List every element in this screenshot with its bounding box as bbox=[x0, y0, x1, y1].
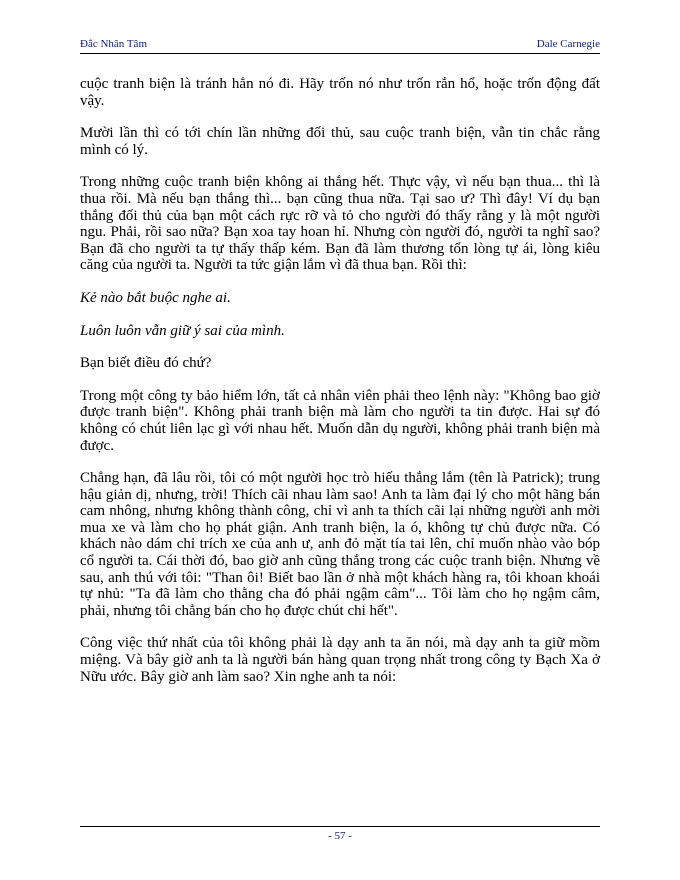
footer-rule bbox=[80, 826, 600, 827]
paragraph: Trong những cuộc tranh biện không ai thắng hết. Thực vậy, vì nếu bạn thua... thì là thua rồi. Mà nếu bạn thắng thì... bạn cũng thua nữa. Tại sao ư? Thì đây! Ví dụ bạn thắng đối thủ của bạn một cách rực rỡ và tỏ cho người đó thấy rằng y là một người ngu. Phải, rồi sao nữa? Bạn xoa tay hoan hỉ. Nhưng còn người đó, người ta nghĩ sao? Bạn đã cho người ta tự thấy thấp kém. Bạn đã làm thương tổn lòng tự ái, lòng kiêu căng của người ta. Người ta tức giận lắm vì đã thua bạn. Rồi thì: bbox=[80, 174, 600, 274]
header-author: Dale Carnegie bbox=[536, 38, 600, 50]
italic-verse-line: Kẻ nào bắt buộc nghe ai. bbox=[80, 289, 231, 306]
page-body bbox=[80, 76, 600, 701]
page-header bbox=[80, 38, 600, 54]
paragraph: Mười lần thì có tới chín lần những đối thủ, sau cuộc tranh biện, vẫn tin chắc rằng mình có lý. bbox=[80, 125, 600, 158]
paragraph: Chẳng hạn, đã lâu rồi, tôi có một người học trò hiếu thắng lắm (tên là Patrick); trung hậu giản dị, nhưng, trời! Thích cãi nhau làm sao! Anh ta làm đại lý cho một hãng bán cam nhông, nhưng không thành công, chỉ vì anh ta thích cãi lại những người anh mời mua xe và làm cho họ phát giận. Anh tranh biện, la ó, không tự chủ được nữa. Có khách nào dám chỉ trích xe của anh ư, anh đỏ mặt tía tai lên, chỉ muốn nhào vào bóp cổ người ta. Cái thời đó, bao giờ anh cũng thắng trong các cuộc tranh biện. Nhưng về sau, anh thú với tôi: "Than ôi! Biết bao lần ở nhà một khách hàng ra, tôi khoan khoái tự nhủ: "Ta đã làm cho thằng cha đó phải ngậm câm"... Tôi làm cho họ ngậm câm, phải, nhưng tôi chẳng bán cho họ được chút chi hết". bbox=[80, 470, 600, 619]
paragraph: Trong một công ty bảo hiểm lớn, tất cả nhân viên phải theo lệnh này: "Không bao giờ được tranh biện". Không phải tranh biện mà làm cho người ta tin được. Hai sự đó không có chút liên lạc gì với nhau hết. Muốn dẫn dụ người, không phải tranh biện mà được. bbox=[80, 387, 600, 454]
italic-verse-line: Luôn luôn vẫn giữ ý sai của mình. bbox=[80, 322, 285, 339]
page-number: - 57 - bbox=[328, 830, 352, 842]
paragraph: cuộc tranh biện là tránh hẳn nó đi. Hãy trốn nó như trốn rắn hổ, hoặc trốn động đất vậy. bbox=[80, 76, 600, 109]
paragraph: Bạn biết điều đó chứ? bbox=[80, 355, 212, 372]
header-book-title: Đắc Nhân Tâm bbox=[80, 38, 147, 50]
header-rule bbox=[80, 53, 600, 54]
paragraph: Công việc thứ nhất của tôi không phải là dạy anh ta ăn nói, mà dạy anh ta giữ mồm miệng. Và bây giờ anh ta là người bán hàng quan trọng nhất trong công ty Bạch Xa ở Nữu ước. Bây giờ anh làm sao? Xin nghe anh ta nói: bbox=[80, 635, 600, 685]
